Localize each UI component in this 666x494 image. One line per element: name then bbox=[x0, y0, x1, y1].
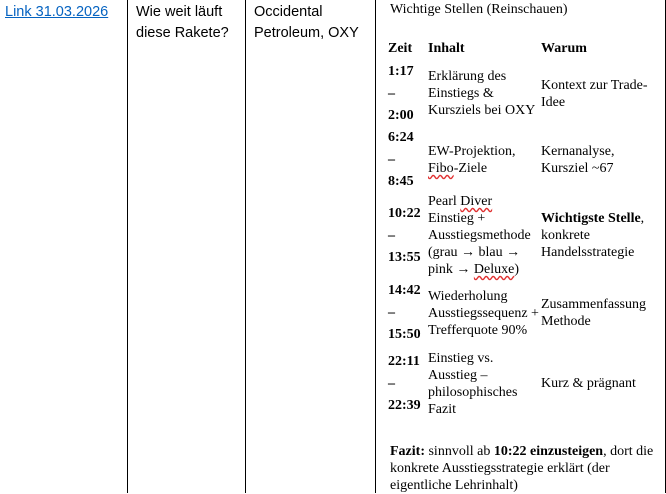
time-end: 22:39 bbox=[388, 397, 421, 413]
table-row bbox=[388, 60, 661, 127]
table-row bbox=[388, 278, 661, 348]
time-end: 2:00 bbox=[388, 107, 414, 123]
time-cell bbox=[388, 60, 428, 127]
table-header-row bbox=[388, 40, 661, 60]
summary-emphasis: 10:22 einzusteigen bbox=[493, 444, 604, 459]
content-cell: Wiederholung Ausstiegssequenz + Trefferquote 90% bbox=[428, 288, 539, 338]
reason-cell: Zusammenfassung Methode bbox=[541, 297, 646, 329]
time-end: 8:45 bbox=[388, 174, 414, 189]
content-cell: Erklärung des Einstiegs & Kursziels bei OXY bbox=[428, 69, 536, 118]
column-header-warum: Warum bbox=[541, 41, 587, 56]
summary-text: sinnvoll ab bbox=[424, 444, 494, 459]
column-header-zeit: Zeit bbox=[388, 41, 413, 56]
time-start: 1:17 bbox=[388, 63, 414, 79]
content-text: Einstieg + Ausstiegsmethode (grau → blau → pink → bbox=[428, 211, 531, 277]
time-separator: – bbox=[388, 227, 395, 243]
spellcheck-word: Fibo bbox=[428, 161, 454, 176]
date-link[interactable]: Link 31.03.2026 bbox=[5, 4, 109, 20]
table-row bbox=[388, 348, 661, 419]
content-text: EW-Projektion, bbox=[428, 144, 516, 159]
content-text: Pearl bbox=[428, 194, 461, 209]
time-cell bbox=[388, 127, 428, 193]
summary-paragraph bbox=[390, 443, 662, 494]
notes-heading: Wichtige Stellen (Reinschauen) bbox=[390, 2, 568, 17]
time-separator: – bbox=[388, 305, 395, 320]
column-divider bbox=[375, 0, 376, 493]
reason-cell: Kontext zur Trade-Idee bbox=[541, 77, 648, 110]
time-separator: – bbox=[388, 375, 395, 391]
time-end: 15:50 bbox=[388, 327, 421, 342]
content-text: -Ziele bbox=[453, 161, 488, 176]
notes-cell bbox=[376, 0, 666, 493]
timestamps-table bbox=[388, 40, 661, 419]
time-start: 10:22 bbox=[388, 205, 421, 221]
content-cell bbox=[428, 127, 541, 193]
link-cell bbox=[0, 0, 128, 493]
reason-emphasis: Wichtigste Stelle bbox=[541, 211, 641, 226]
time-cell bbox=[388, 348, 428, 419]
column-divider bbox=[245, 0, 246, 493]
spellcheck-word: Deluxe bbox=[473, 262, 515, 277]
reason-cell: Kurz & prägnant bbox=[541, 376, 636, 391]
time-start: 14:42 bbox=[388, 283, 421, 298]
summary-label: Fazit: bbox=[390, 444, 425, 459]
column-header-inhalt: Inhalt bbox=[428, 41, 465, 56]
content-cell: Einstieg vs. Ausstieg – philosophisches Fazit bbox=[428, 350, 518, 417]
company-cell bbox=[246, 0, 376, 493]
summary-text: , dort die konkrete Ausstiegsstrategie erklärt (der eigentliche Lehrinhalt) bbox=[390, 444, 654, 493]
time-start: 22:11 bbox=[388, 353, 420, 369]
reason-text: , konkrete Handelsstrategie bbox=[541, 211, 645, 260]
time-end: 13:55 bbox=[388, 249, 421, 265]
time-separator: – bbox=[388, 85, 395, 101]
time-cell bbox=[388, 193, 428, 278]
content-cell bbox=[428, 193, 541, 278]
reason-cell bbox=[541, 193, 661, 278]
reason-cell: Kernanalyse, Kursziel ~67 bbox=[541, 144, 615, 176]
time-separator: – bbox=[388, 152, 395, 167]
table-row bbox=[388, 127, 661, 193]
question-cell bbox=[128, 0, 246, 493]
content-text: ) bbox=[514, 262, 519, 277]
company-text: Occidental Petroleum, OXY bbox=[254, 4, 359, 41]
column-divider bbox=[127, 0, 128, 493]
time-start: 6:24 bbox=[388, 130, 414, 145]
question-text: Wie weit läuft diese Rakete? bbox=[136, 4, 229, 41]
time-cell bbox=[388, 278, 428, 348]
table-row bbox=[388, 193, 661, 278]
spellcheck-word: Diver bbox=[460, 194, 493, 209]
